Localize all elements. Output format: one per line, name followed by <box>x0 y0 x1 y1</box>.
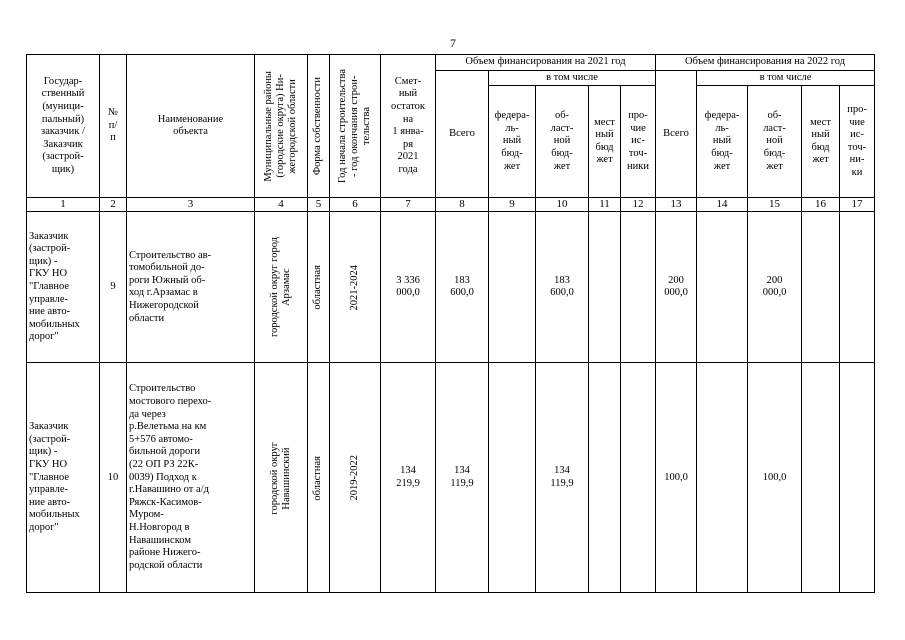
years-cell: 2019-2022 <box>330 363 381 593</box>
header-incl-2021: в том числе <box>489 70 656 86</box>
header-customer: Государ- ственный (муници- пальный) заказчик / Заказчик (застрой- щик) <box>27 55 100 198</box>
header-total-2021: Всего <box>436 70 489 198</box>
federal-2021-cell <box>489 212 536 363</box>
table-row <box>27 212 875 363</box>
other-2022-cell <box>840 212 875 363</box>
remaining-cell: 3 336 000,0 <box>381 212 436 363</box>
object-name-cell: Строительство ав- томобильной до- роги Южный об- ход г.Арзамас в Нижегородской области <box>127 212 255 363</box>
ownership-cell: областная <box>308 212 330 363</box>
column-number: 16 <box>802 198 840 212</box>
federal-2021-cell <box>489 363 536 593</box>
header-other-2021: про- чие ис- точ- ники <box>621 86 656 198</box>
page-number: 7 <box>450 36 456 50</box>
local-2022-cell <box>802 363 840 593</box>
column-number: 12 <box>621 198 656 212</box>
header-fin-2021: Объем финансирования на 2021 год <box>436 55 656 71</box>
column-number-row <box>27 198 875 212</box>
header-regional-2022: об- ласт- ной бюд- жет <box>748 86 802 198</box>
district-cell: городской округ город Арзамас <box>255 212 308 363</box>
column-number: 1 <box>27 198 100 212</box>
column-number: 15 <box>748 198 802 212</box>
header-ownership: Форма собственности <box>308 55 330 198</box>
header-years: Год начала строительства - год окончания строи- тельства <box>330 55 381 198</box>
column-number: 17 <box>840 198 875 212</box>
local-2021-cell <box>589 363 621 593</box>
regional-2021-cell: 134 119,9 <box>536 363 589 593</box>
financing-table <box>26 54 875 593</box>
federal-2022-cell <box>697 363 748 593</box>
regional-2022-cell: 100,0 <box>748 363 802 593</box>
local-2022-cell <box>802 212 840 363</box>
column-number: 13 <box>656 198 697 212</box>
header-fin-2022: Объем финансирования на 2022 год <box>656 55 875 71</box>
object-name-cell: Строительство мостового перехо- да через р.Велетьма на км 5+576 автомо- бильной дороги (22 ОП РЗ 22К- 0039) Подход к г.Навашино от а/д Ряжск-Касимов- Муром- Н.Новгород в Навашинском районе Нижего- родской области <box>127 363 255 593</box>
regional-2021-cell: 183 600,0 <box>536 212 589 363</box>
header-federal-2022: федера- ль- ный бюд- жет <box>697 86 748 198</box>
column-number: 11 <box>589 198 621 212</box>
other-2021-cell <box>621 363 656 593</box>
ownership-cell: областная <box>308 363 330 593</box>
column-number: 8 <box>436 198 489 212</box>
regional-2022-cell: 200 000,0 <box>748 212 802 363</box>
header-districts: Муниципальные районы (городские округа) Ни- жегородской области <box>255 55 308 198</box>
district-cell: городской округ Навашинский <box>255 363 308 593</box>
federal-2022-cell <box>697 212 748 363</box>
header-local-2021: мест ный бюд жет <box>589 86 621 198</box>
header-remaining: Смет- ный остаток на 1 янва- ря 2021 года <box>381 55 436 198</box>
customer-cell: Заказчик (застрой- щик) - ГКУ НО "Главное управле- ние авто- мобильных дорог" <box>27 363 100 593</box>
column-number: 9 <box>489 198 536 212</box>
total-2022-cell: 200 000,0 <box>656 212 697 363</box>
customer-cell: Заказчик (застрой- щик) - ГКУ НО "Главное управле- ние авто- мобильных дорог" <box>27 212 100 363</box>
column-number: 7 <box>381 198 436 212</box>
total-2022-cell: 100,0 <box>656 363 697 593</box>
header-incl-2022: в том числе <box>697 70 875 86</box>
header-local-2022: мест ный бюд жет <box>802 86 840 198</box>
header-total-2022: Всего <box>656 70 697 198</box>
table-row <box>27 363 875 593</box>
total-2021-cell: 183 600,0 <box>436 212 489 363</box>
other-2022-cell <box>840 363 875 593</box>
header-regional-2021: об- ласт- ной бюд- жет <box>536 86 589 198</box>
column-number: 5 <box>308 198 330 212</box>
years-cell: 2021-2024 <box>330 212 381 363</box>
total-2021-cell: 134 119,9 <box>436 363 489 593</box>
column-number: 10 <box>536 198 589 212</box>
header-num: № п/ п <box>100 55 127 198</box>
column-number: 6 <box>330 198 381 212</box>
column-number: 14 <box>697 198 748 212</box>
column-number: 4 <box>255 198 308 212</box>
remaining-cell: 134 219,9 <box>381 363 436 593</box>
column-number: 2 <box>100 198 127 212</box>
local-2021-cell <box>589 212 621 363</box>
header-object-name: Наименование объекта <box>127 55 255 198</box>
header-other-2022: про- чие ис- точ- ни- ки <box>840 86 875 198</box>
num-cell: 10 <box>100 363 127 593</box>
num-cell: 9 <box>100 212 127 363</box>
header-federal-2021: федера- ль- ный бюд- жет <box>489 86 536 198</box>
column-number: 3 <box>127 198 255 212</box>
other-2021-cell <box>621 212 656 363</box>
